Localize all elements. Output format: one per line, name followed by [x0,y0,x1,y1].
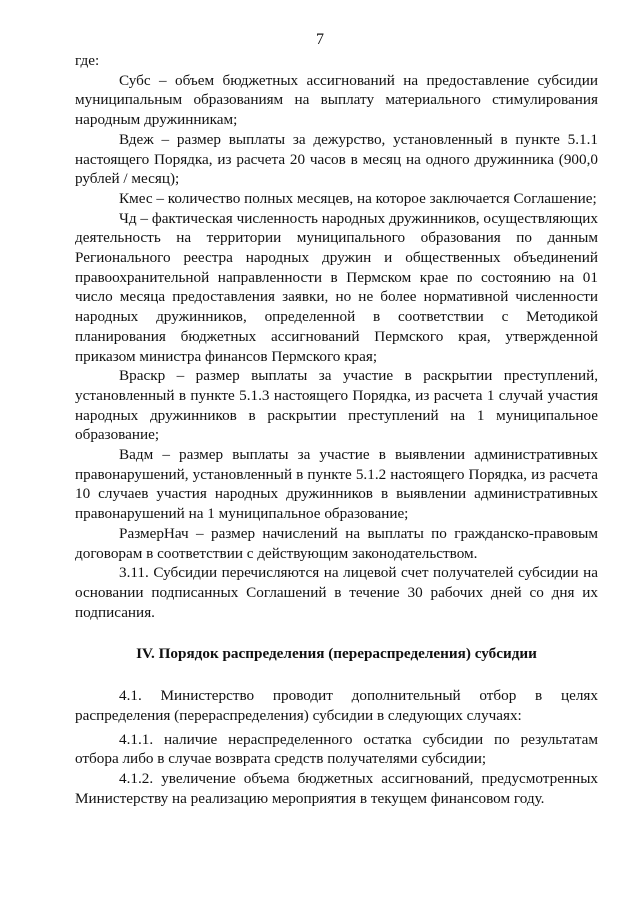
paragraph-subs-definition: Субс – объем бюджетных ассигнований на предоставление субсидии муниципальным образованиям на выплату материального стимулирования народным дружинникам; [75,71,598,129]
paragraph-4-1-2: 4.1.2. увеличение объема бюджетных ассигнований, предусмотренных Министерству на реализацию мероприятия в текущем финансовом году. [75,769,598,807]
section-heading: IV. Порядок распределения (перераспределения) субсидии [136,645,537,663]
paragraph-vraskr-definition: Враскр – размер выплаты за участие в раскрытии преступлений, установленный в пункте 5.1.3 настоящего Порядка, из расчета 1 случай участия народных дружинников в раскрытии преступлений на 1 муниципальное образование; [75,367,598,444]
paragraph-where: где: [75,52,100,69]
paragraph-4-1-1: 4.1.1. наличие нераспределенного остатка субсидии по результатам отбора либо в случае возврата средств получателями субсидии; [75,730,598,768]
page-number: 7 [316,31,324,48]
paragraph-4-1: 4.1. Министерство проводит дополнительный отбор в целях распределения (перераспределения) субсидии в следующих случаях: [75,687,598,724]
paragraph-kmes-definition: Кмес – количество полных месяцев, на которое заключается Соглашение; [119,189,597,207]
paragraph-vadm-definition: Вадм – размер выплаты за участие в выявлении административных правонарушений, установленный в пункте 5.1.2 настоящего Порядка, из расчета 10 случаев участия народных дружинников в выявлении административных правонарушений на 1 муниципальное образование; [75,446,598,523]
paragraph-3-11: 3.11. Субсидии перечисляются на лицевой счет получателей субсидии на основании подписанных Соглашений в течение 30 рабочих дней со дня их подписания. [75,564,598,621]
paragraph-razmernach-definition: РазмерНач – размер начислений на выплаты по гражданско-правовым договорам в соответствии с действующим законодательством. [75,524,598,562]
paragraph-vdezh-definition: Вдеж – размер выплаты за дежурство, установленный в пункте 5.1.1 настоящего Порядка, из расчета 20 часов в месяц на одного дружинника (900,0 рублей / месяц); [75,130,598,188]
document-body [75,51,598,808]
paragraph-chd-definition: Чд – фактическая численность народных дружинников, осуществляющих деятельность на территории муниципального образования по данным Регионального реестра народных дружин и общественных объединений правоохранительной направленности в Пермском крае по состоянию на 01 число месяца предоставления заявки, но не более нормативной численности народных дружинников, определенной в соответствии с Методикой планирования бюджетных ассигнований Пермского края, утвержденной приказом министра финансов Пермского края; [75,209,598,365]
